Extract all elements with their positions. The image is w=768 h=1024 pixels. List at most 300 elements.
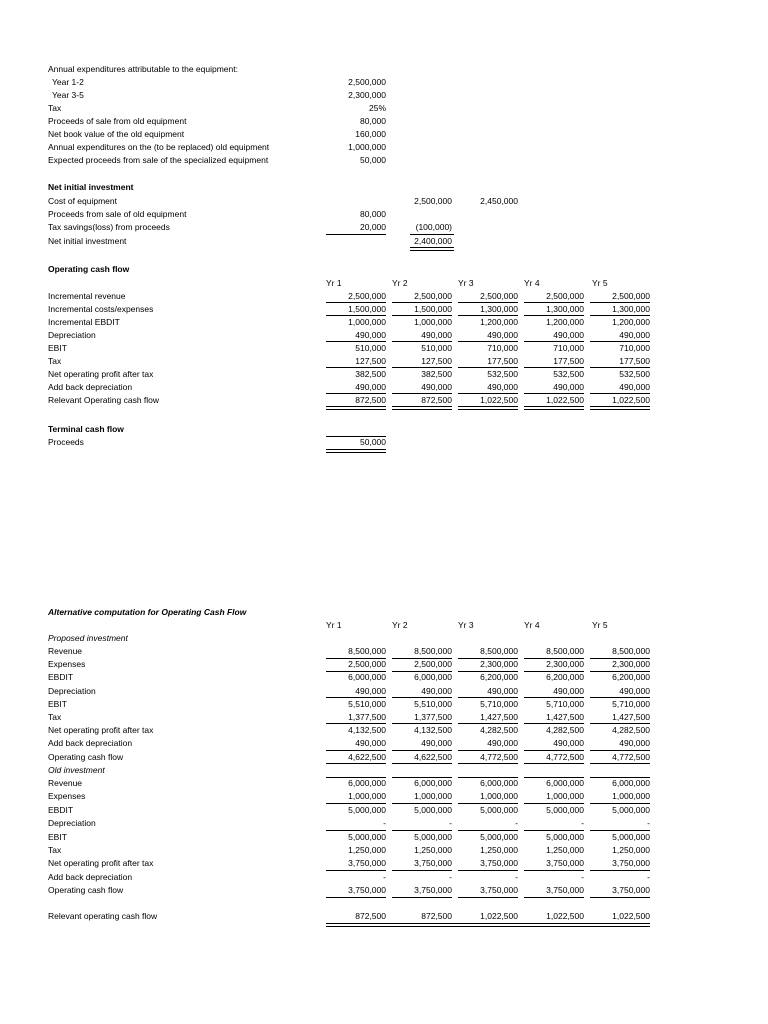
cell: 5,000,000 [480, 831, 518, 842]
cell: 1,022,500 [546, 911, 584, 921]
row-label: Net operating profit after tax [48, 369, 154, 379]
table-row [0, 737, 768, 750]
input-row [0, 154, 768, 167]
double-underline [326, 406, 386, 410]
cell: 490,000 [553, 382, 584, 392]
underline [590, 750, 650, 751]
cell: 4,622,500 [348, 751, 386, 762]
cell: 1,000,000 [480, 791, 518, 802]
cell: 5,510,000 [414, 698, 452, 709]
cell: - [515, 818, 518, 829]
year-header-row [0, 619, 768, 632]
cell: 80,000 [360, 209, 386, 219]
section-title-row [0, 263, 768, 276]
year-header: Yr 3 [458, 620, 474, 630]
cell: 532,500 [553, 369, 584, 379]
underline [326, 763, 386, 764]
year-header: Yr 4 [524, 620, 540, 630]
row-label: Revenue [48, 646, 83, 656]
underline [392, 763, 452, 764]
underline [392, 870, 452, 871]
cell: 872,500 [355, 911, 386, 921]
double-underline [392, 406, 452, 410]
row-label: EBIT [48, 698, 67, 709]
terminal-row [0, 436, 768, 449]
input-row [0, 102, 768, 115]
cell: 1,022,500 [480, 911, 518, 921]
cell: 872,500 [355, 395, 386, 405]
input-row [0, 89, 768, 102]
cell: 490,000 [619, 685, 650, 696]
underline [392, 367, 452, 368]
cell: 1,250,000 [480, 845, 518, 855]
table-row [0, 844, 768, 857]
cell: - [449, 818, 452, 829]
cell: 2,500,000 [612, 291, 650, 301]
cell: 1,022,500 [546, 395, 584, 405]
row-label: Tax savings(loss) from proceeds [48, 222, 170, 232]
cell: 2,450,000 [480, 196, 518, 206]
row-label: Incremental costs/expenses [48, 304, 154, 314]
cell: 3,750,000 [348, 885, 386, 896]
year-header: Yr 3 [458, 278, 474, 288]
cell: 6,000,000 [612, 778, 650, 788]
subsection-title: Old investment [48, 765, 105, 775]
cell: 177,500 [553, 356, 584, 366]
underline [326, 671, 386, 672]
underline [524, 870, 584, 871]
input-value: 160,000 [355, 129, 386, 139]
cell: - [449, 871, 452, 882]
table-row [0, 751, 768, 764]
input-value: 2,500,000 [348, 77, 386, 87]
cell: 1,000,000 [414, 791, 452, 802]
underline [590, 763, 650, 764]
row-label: EBIT [48, 831, 67, 842]
underline [458, 777, 518, 778]
underline [524, 302, 584, 303]
underline [590, 830, 650, 831]
cell: 5,000,000 [348, 804, 386, 815]
subsection-title: Proposed investment [48, 633, 128, 643]
cell: - [581, 871, 584, 882]
cell: 1,250,000 [348, 845, 386, 855]
cell: 490,000 [421, 738, 452, 749]
underline [458, 803, 518, 804]
input-value: 25% [368, 103, 386, 113]
table-row [0, 817, 768, 830]
input-value: 2,300,000 [348, 90, 386, 100]
table-row [0, 910, 768, 923]
cell: 1,300,000 [546, 304, 584, 314]
table-row [0, 724, 768, 737]
cell: 3,750,000 [480, 858, 518, 869]
cell: - [383, 818, 386, 829]
cell: 510,000 [355, 343, 386, 353]
underline [524, 658, 584, 659]
cell: 1,250,000 [546, 845, 584, 855]
underline [590, 302, 650, 303]
underline [392, 697, 452, 698]
table-row [0, 685, 768, 698]
underline [524, 750, 584, 751]
cell: 6,000,000 [480, 778, 518, 788]
cell: 5,000,000 [414, 804, 452, 815]
cell: 5,710,000 [480, 698, 518, 709]
underline [458, 750, 518, 751]
row-label: Annual expenditures on the (to be replaced) old equipment [48, 142, 270, 152]
cell: 3,750,000 [546, 885, 584, 896]
section-title-row [0, 606, 768, 619]
year-header: Yr 5 [592, 620, 608, 630]
row-label: Proceeds from sale of old equipment [48, 209, 187, 219]
cell: 1,200,000 [480, 317, 518, 327]
row-label: Operating cash flow [48, 751, 124, 762]
cell: - [647, 818, 650, 829]
year-header-row [0, 277, 768, 290]
underline [458, 658, 518, 659]
table-row [0, 645, 768, 658]
row-label: Year 1-2 [52, 77, 84, 87]
cell: 490,000 [355, 738, 386, 749]
row-label: Add back depreciation [48, 382, 133, 392]
cell: 1,427,500 [546, 712, 584, 722]
initial-row [0, 195, 768, 208]
cell: 490,000 [553, 738, 584, 749]
cell: 2,500,000 [546, 291, 584, 301]
cell: - [515, 871, 518, 882]
cell: 3,750,000 [480, 885, 518, 896]
cell: 8,500,000 [612, 646, 650, 656]
table-row [0, 658, 768, 671]
row-label: Proceeds of sale from old equipment [48, 116, 187, 126]
cell: 1,022,500 [480, 395, 518, 405]
cell: 490,000 [619, 330, 650, 340]
underline [524, 697, 584, 698]
row-label: Depreciation [48, 685, 96, 696]
underline [524, 830, 584, 831]
year-header: Yr 5 [592, 278, 608, 288]
cell: 510,000 [421, 343, 452, 353]
cell: 4,772,500 [480, 751, 518, 762]
underline [458, 367, 518, 368]
cell: 490,000 [619, 738, 650, 749]
cell: 1,022,500 [612, 395, 650, 405]
cell: 3,750,000 [348, 858, 386, 869]
cell: 177,500 [619, 356, 650, 366]
cell: 4,772,500 [546, 751, 584, 762]
underline [392, 750, 452, 751]
underline [326, 870, 386, 871]
table-row [0, 316, 768, 329]
underline [524, 393, 584, 394]
table-row [0, 857, 768, 870]
row-label: Depreciation [48, 330, 96, 340]
underline [458, 671, 518, 672]
underline [458, 830, 518, 831]
underline [590, 897, 650, 898]
row-label: Cost of equipment [48, 196, 117, 206]
underline [392, 393, 452, 394]
underline [326, 777, 386, 778]
cell: 6,200,000 [612, 672, 650, 683]
cell: 6,000,000 [546, 778, 584, 788]
underline [458, 315, 518, 316]
row-label: Tax [48, 712, 62, 722]
row-label: Net initial investment [48, 236, 127, 246]
underline [392, 302, 452, 303]
underline [524, 723, 584, 724]
row-label: Tax [48, 103, 62, 113]
cell: 5,510,000 [348, 698, 386, 709]
row-label: Tax [48, 356, 62, 366]
underline [326, 367, 386, 368]
underline [524, 367, 584, 368]
input-row [0, 115, 768, 128]
row-label: Net operating profit after tax [48, 725, 154, 736]
section-title: Alternative computation for Operating Cash Flow [48, 607, 247, 617]
cell: 5,710,000 [612, 698, 650, 709]
cell: 1,000,000 [612, 791, 650, 802]
cell: 3,750,000 [612, 885, 650, 896]
cell: 4,622,500 [414, 751, 452, 762]
underline [590, 870, 650, 871]
cell: 6,200,000 [546, 672, 584, 683]
cell: 710,000 [619, 343, 650, 353]
underline [458, 897, 518, 898]
cell: 5,000,000 [414, 831, 452, 842]
underline [524, 897, 584, 898]
cell: 6,200,000 [480, 672, 518, 683]
row-label: Incremental EBDIT [48, 317, 120, 327]
underline [524, 777, 584, 778]
initial-row [0, 221, 768, 234]
underline [392, 897, 452, 898]
cell: 2,500,000 [414, 196, 452, 206]
input-value: 1,000,000 [348, 142, 386, 152]
double-underline [410, 247, 454, 251]
cell: 1,200,000 [612, 317, 650, 327]
input-row [0, 63, 768, 76]
cell: 5,000,000 [546, 804, 584, 815]
table-row [0, 671, 768, 684]
cell: 2,300,000 [546, 659, 584, 670]
cell: 1,427,500 [612, 712, 650, 722]
table-row [0, 831, 768, 844]
input-row [0, 141, 768, 154]
cell: 127,500 [421, 356, 452, 366]
cell: 5,000,000 [546, 831, 584, 842]
cell: 6,000,000 [348, 672, 386, 683]
cell: 3,750,000 [612, 858, 650, 869]
row-label: Relevant operating cash flow [48, 911, 158, 921]
row-label: Expenses [48, 791, 86, 802]
cell: - [581, 818, 584, 829]
underline [326, 897, 386, 898]
cell: 1,377,500 [348, 712, 386, 722]
cell: 1,500,000 [348, 304, 386, 314]
underline [326, 723, 386, 724]
row-label: EBIT [48, 343, 67, 353]
row-label: Add back depreciation [48, 871, 133, 882]
row-label: Proceeds [48, 437, 84, 447]
row-label: EBDIT [48, 672, 74, 683]
cell: 4,282,500 [546, 725, 584, 736]
row-label: Expenses [48, 659, 86, 670]
cell: 5,000,000 [612, 831, 650, 842]
cell: 6,000,000 [414, 778, 452, 788]
underline [326, 750, 386, 751]
underline [326, 302, 386, 303]
double-underline [458, 406, 518, 410]
year-header: Yr 1 [326, 278, 342, 288]
underline [326, 830, 386, 831]
underline [392, 658, 452, 659]
subsection-title-row [0, 632, 768, 645]
cell: 1,300,000 [612, 304, 650, 314]
row-label: Incremental revenue [48, 291, 126, 301]
section-title-row [0, 423, 768, 436]
cell: 2,500,000 [414, 659, 452, 670]
table-row [0, 884, 768, 897]
cell: 490,000 [421, 330, 452, 340]
cell: 50,000 [360, 437, 386, 447]
cell: 490,000 [355, 382, 386, 392]
cell: 490,000 [553, 330, 584, 340]
input-value: 50,000 [360, 155, 386, 165]
cell: 490,000 [487, 382, 518, 392]
cell: 490,000 [355, 330, 386, 340]
underline [326, 697, 386, 698]
underline [326, 803, 386, 804]
underline [524, 315, 584, 316]
table-row [0, 804, 768, 817]
double-underline [326, 923, 650, 927]
initial-row [0, 208, 768, 221]
underline [590, 341, 650, 342]
underline [458, 697, 518, 698]
cell: 532,500 [619, 369, 650, 379]
cell: 1,250,000 [414, 845, 452, 855]
cell: 8,500,000 [414, 646, 452, 656]
cell: 4,772,500 [612, 751, 650, 762]
initial-row [0, 235, 768, 248]
double-underline [590, 406, 650, 410]
cell: 1,500,000 [414, 304, 452, 314]
underline [392, 830, 452, 831]
year-header: Yr 2 [392, 620, 408, 630]
cell: 2,500,000 [414, 291, 452, 301]
row-label: Operating cash flow [48, 885, 124, 896]
underline [392, 671, 452, 672]
cell: 5,000,000 [348, 831, 386, 842]
underline [590, 658, 650, 659]
cell: 2,500,000 [480, 291, 518, 301]
underline [524, 803, 584, 804]
cell: 490,000 [421, 382, 452, 392]
cell: 4,132,500 [348, 725, 386, 736]
row-label: EBDIT [48, 804, 74, 815]
underline [590, 777, 650, 778]
cell: 4,132,500 [414, 725, 452, 736]
cell: 1,000,000 [348, 317, 386, 327]
cell: 1,250,000 [612, 845, 650, 855]
input-row [0, 76, 768, 89]
row-label: Net book value of the old equipment [48, 129, 185, 139]
underline [458, 302, 518, 303]
cell: 872,500 [421, 911, 452, 921]
year-header: Yr 4 [524, 278, 540, 288]
table-row [0, 790, 768, 803]
underline [590, 723, 650, 724]
row-label: Relevant Operating cash flow [48, 395, 160, 405]
cell: 532,500 [487, 369, 518, 379]
row-label: Expected proceeds from sale of the specialized equipment [48, 155, 269, 165]
cell: 490,000 [487, 330, 518, 340]
row-label: Add back depreciation [48, 738, 133, 749]
cell: 872,500 [421, 395, 452, 405]
row-label: Annual expenditures attributable to the equipment: [48, 64, 238, 74]
cell: 1,000,000 [414, 317, 452, 327]
cell: 2,400,000 [414, 236, 452, 246]
cell: 490,000 [487, 738, 518, 749]
underline [326, 341, 386, 342]
underline [458, 763, 518, 764]
cell: 1,000,000 [546, 791, 584, 802]
table-row [0, 342, 768, 355]
row-label: Tax [48, 845, 62, 855]
cell: 382,500 [355, 369, 386, 379]
cell: (100,000) [415, 222, 452, 232]
double-underline [524, 406, 584, 410]
underline [458, 723, 518, 724]
cell: 1,200,000 [546, 317, 584, 327]
cell: 1,000,000 [348, 791, 386, 802]
cell: 490,000 [421, 685, 452, 696]
section-title: Net initial investment [48, 182, 134, 192]
underline [392, 723, 452, 724]
underline [392, 315, 452, 316]
section-title: Operating cash flow [48, 264, 130, 274]
row-label: Depreciation [48, 818, 96, 829]
cell: 3,750,000 [546, 858, 584, 869]
cell: 8,500,000 [480, 646, 518, 656]
year-header: Yr 2 [392, 278, 408, 288]
cell: 177,500 [487, 356, 518, 366]
cell: 490,000 [619, 382, 650, 392]
underline [590, 697, 650, 698]
section-title-row [0, 181, 768, 194]
cell: 5,000,000 [480, 804, 518, 815]
cell: 2,300,000 [612, 659, 650, 670]
underline [590, 671, 650, 672]
cell: - [383, 871, 386, 882]
cell: 8,500,000 [348, 646, 386, 656]
input-row [0, 128, 768, 141]
table-row [0, 698, 768, 711]
underline [590, 393, 650, 394]
table-row [0, 871, 768, 884]
underline [590, 367, 650, 368]
cell: 490,000 [355, 685, 386, 696]
cell: 127,500 [355, 356, 386, 366]
underline [524, 763, 584, 764]
underline [590, 803, 650, 804]
cell: 5,710,000 [546, 698, 584, 709]
section-title: Terminal cash flow [48, 424, 124, 434]
underline [326, 315, 386, 316]
input-value: 80,000 [360, 116, 386, 126]
